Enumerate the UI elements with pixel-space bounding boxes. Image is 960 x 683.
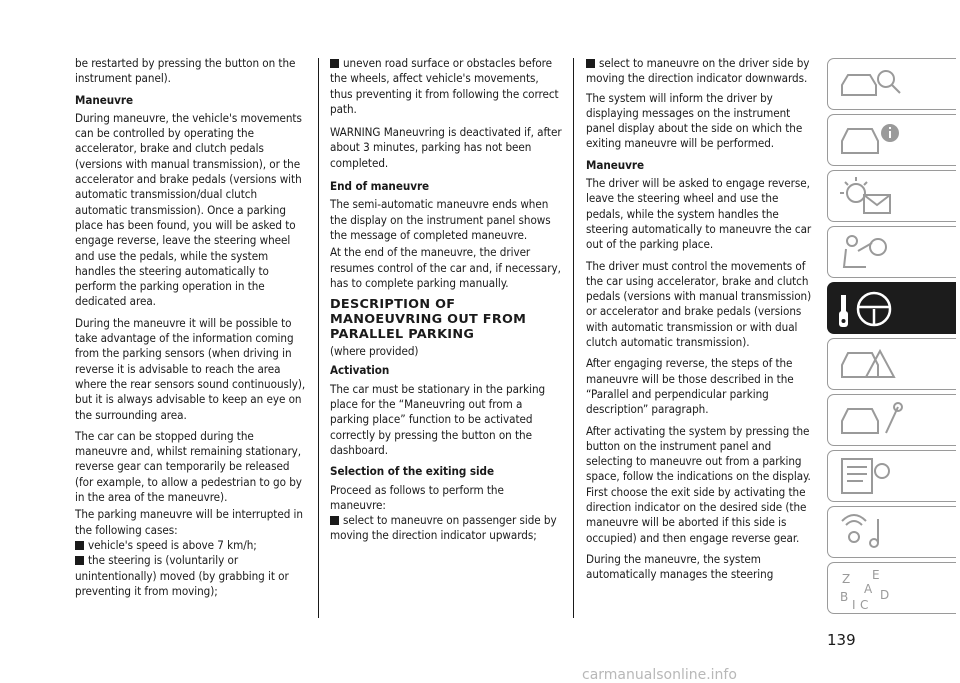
subheading-end-of-maneuvre: End of maneuvre xyxy=(330,179,430,194)
key-steering-wheel-icon xyxy=(828,283,956,333)
paragraph: The driver will be asked to engage reverse, leave the steering wheel and use the pedals, while the system handles the steering automatically to maneuvre the car out of the parking place. xyxy=(586,176,812,252)
multimedia-icon xyxy=(828,507,956,557)
chapter-tab-warning-lights[interactable] xyxy=(827,170,956,222)
seat-airbag-icon xyxy=(828,227,956,277)
car-search-icon xyxy=(828,59,956,109)
paragraph: Proceed as follows to perform the maneuvre: xyxy=(330,482,504,512)
paragraph: The car must be stationary in the parking place for the “Maneuvring out from a parking place” function to be activated correctly by pressing the button on the dashboard. xyxy=(330,381,546,457)
subheading-selection: Selection of the exiting side xyxy=(330,464,494,479)
bullet-item: the steering is (voluntarily or unintentionally) moved (by grabbing it or preventing it from moving); xyxy=(75,553,289,598)
subheading-maneuvre: Maneuvre xyxy=(586,157,644,172)
bullet-square-icon xyxy=(586,59,595,68)
chapter-tab-index[interactable] xyxy=(827,562,956,614)
where-provided-note: (where provided) xyxy=(330,344,419,359)
text-column-3 xyxy=(586,56,818,589)
subheading-activation: Activation xyxy=(330,363,390,378)
bullet-item: select to maneuvre on passenger side by moving the direction indicator upwards; xyxy=(330,513,557,543)
svg-text:I: I xyxy=(852,598,856,612)
specs-gear-icon xyxy=(828,451,956,501)
bullet-item: uneven road surface or obstacles before the wheels, affect vehicle's movements, thus preventing it from following the correct path. xyxy=(330,56,559,116)
chapter-tab-in-an-emergency[interactable] xyxy=(827,338,956,390)
svg-text:E: E xyxy=(872,568,880,582)
bullet-square-icon xyxy=(330,516,339,525)
paragraph: The system will inform the driver by displaying messages on the instrument panel display about the side on which the exiting maneuvre will be performed. xyxy=(586,90,803,151)
chapter-tab-servicing-and-care[interactable] xyxy=(827,394,956,446)
page-number: 139 xyxy=(827,631,856,649)
svg-text:B: B xyxy=(840,590,849,604)
chapter-tab-technical-data[interactable] xyxy=(827,450,956,502)
paragraph: During the maneuvre, the system automatically manages the steering xyxy=(586,551,774,582)
chapter-tab-safety[interactable] xyxy=(827,226,956,278)
svg-text:Z: Z xyxy=(842,572,851,586)
text-column-2 xyxy=(330,56,562,544)
bullet-item: vehicle's speed is above 7 km/h; xyxy=(75,538,307,553)
chapter-tab-starting-and-driving[interactable] xyxy=(827,282,956,334)
warning-light-mail-icon xyxy=(828,171,956,221)
paragraph: The car can be stopped during the maneuvre and, whilst remaining stationary, reverse gear can temporarily be released (for example, to allow a pedestrian to go by in the area of the maneuvre). xyxy=(75,428,302,505)
svg-text:D: D xyxy=(880,588,890,602)
paragraph: The driver must control the movements of the car using accelerator, brake and clutch pedals (versions with manual transmission) or accelerator and brake pedals (versions with automatic transmission or with dual clutch automatic transmission). xyxy=(586,258,812,350)
paragraph: At the end of the maneuvre, the driver resumes control of the car and, if necessary, has to complete parking manually. xyxy=(330,245,561,290)
column-divider xyxy=(318,58,319,618)
paragraph: During maneuvre, the vehicle's movements can be controlled by operating the accelerator, brake and clutch pedals (versions with manual transmission), or the accelerator and brake pedals (versions with automatic transmission/dual clutch automatic transmission). Once a parking place has been found, you will be asked to engage reverse, leave the steering wheel and use the pedals, while the system handles the steering automatically to perform the parking operation in the dedicated area. xyxy=(75,110,302,309)
bullet-square-icon xyxy=(75,556,84,565)
paragraph: be restarted by pressing the button on the instrument panel). xyxy=(75,56,296,86)
alphabetical-index-icon xyxy=(828,563,956,613)
car-info-icon xyxy=(828,115,956,165)
car-emergency-icon xyxy=(828,339,956,389)
car-wrench-icon xyxy=(828,395,956,445)
chapter-tab-multimedia[interactable] xyxy=(827,506,956,558)
column-divider xyxy=(573,58,574,618)
chapter-tab-knowing-the-car[interactable] xyxy=(827,58,956,110)
paragraph: During the maneuvre it will be possible to take advantage of the information coming from the parking sensors (when driving in reverse it is advisable to reach the area where the rear sensors sound continuously), but it is always advisable to keep an eye on the surrounding area. xyxy=(75,315,306,422)
watermark: carmanualsonline.info xyxy=(582,667,737,683)
paragraph: The parking maneuvre will be interrupted in the following cases: xyxy=(75,507,303,537)
bullet-item: select to maneuvre on the driver side by moving the direction indicator downwards. xyxy=(586,56,810,86)
bullet-square-icon xyxy=(75,541,84,550)
bullet-square-icon xyxy=(330,59,339,68)
paragraph: After activating the system by pressing the button on the instrument panel and selecting to maneuvre out from a parking space, follow the indications on the display. First choose the exit side by activating the direction indicator on the desired side (the maneuvre will be aborted if this side is occupied) and then engage reverse gear. xyxy=(586,423,811,545)
text-column-1 xyxy=(75,56,307,599)
paragraph: The semi-automatic maneuvre ends when the display on the instrument panel shows the message of completed maneuvre. xyxy=(330,197,551,242)
svg-text:A: A xyxy=(864,582,873,596)
chapter-tab-instruments[interactable] xyxy=(827,114,956,166)
paragraph: After engaging reverse, the steps of the maneuvre will be those described in the “Parallel and perpendicular parking description” paragraph. xyxy=(586,356,794,417)
warning-paragraph: WARNING Maneuvring is deactivated if, after about 3 minutes, parking has not been completed. xyxy=(330,125,562,170)
svg-text:C: C xyxy=(860,598,869,612)
section-title: DESCRIPTION OF MANOEUVRING OUT FROM PARALLEL PARKING xyxy=(330,297,527,343)
subheading-maneuvre: Maneuvre xyxy=(75,92,133,107)
